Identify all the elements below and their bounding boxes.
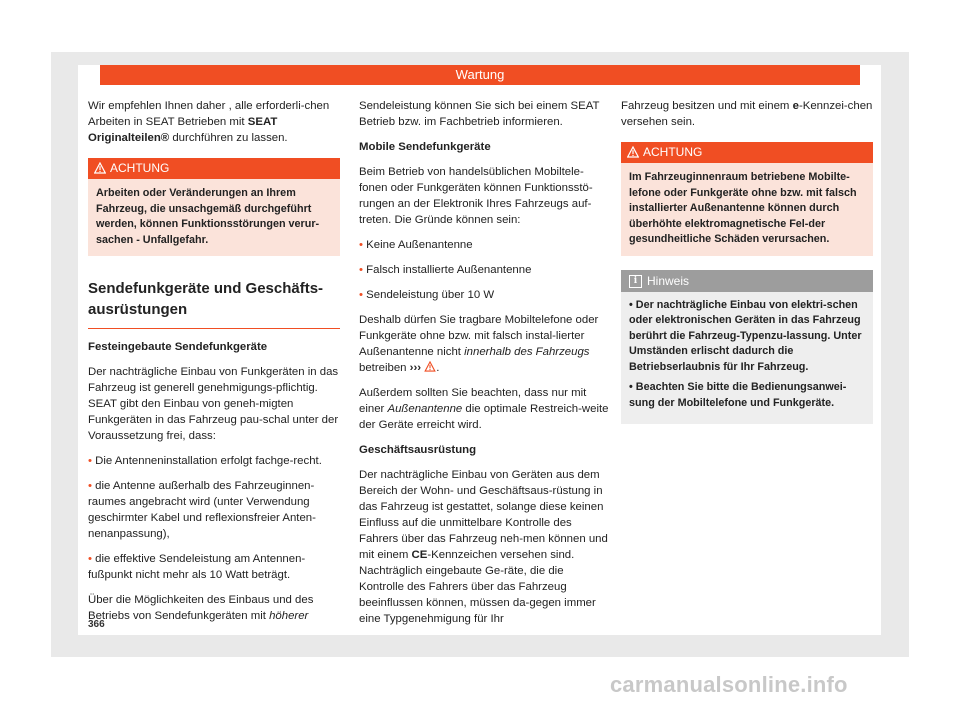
paragraph: Sendeleistung können Sie sich bei einem SEAT Betrieb bzw. im Fachbetrieb informieren.: [359, 100, 600, 128]
list-item: [629, 380, 865, 411]
paragraph-text: Deshalb dürfen Sie tragbare Mobiltelefone oder Funkgeräte ohne bzw. mit falsch instal-lierter Außenantenne nicht: [359, 314, 599, 358]
list-item: [88, 551, 340, 583]
paragraph-text-end: die optimale Restreich-weite der Geräte erreicht wird.: [359, 403, 609, 431]
paragraph-text: Der nachträgliche Einbau von Geräten aus dem Bereich der Wohn- und Geschäftsaus-rüstung in das Fahrzeug ist gestattet, solange diese keinen Einfluss auf die unmittelbare Kontrolle des Fahrers über das Fahrzeug neh-men können und mit einem: [359, 469, 608, 561]
section-header: Wartung: [100, 65, 860, 85]
section-title: Sendefunkgeräte und Geschäfts-ausrüstungen: [88, 278, 340, 329]
list-item-text: Keine Außenantenne: [366, 239, 473, 251]
warning-text: Arbeiten oder Veränderungen an Ihrem Fahrzeug, die unsachgemäß durchgeführt werden, können Funktionsstörungen verur-sachen - Unfallgefahr.: [96, 187, 320, 246]
list-item-text: Der nachträgliche Einbau von elektri-schen oder elektronischen Geräten in das Fahrzeug berührt die Fahrzeug-Typenzu-lassung. Unter Umständen erlischt dadurch die Betriebserlaubnis für Ihr Fahrzeug.: [629, 298, 862, 373]
ce-mark-icon: CE: [411, 549, 428, 561]
info-icon: i: [629, 275, 642, 288]
warning-header: [88, 158, 340, 179]
list-item-text: Sendeleistung über 10 W: [366, 289, 495, 301]
list-item-text: Die Antenneninstallation erfolgt fachge-recht.: [95, 455, 322, 467]
bullet-icon: •: [629, 381, 633, 393]
paragraph: Deshalb dürfen Sie tragbare Mobiltelefone oder Funkgeräte ohne bzw. mit falsch instal-lierter Außenantenne nicht innerhalb des Fahrzeugs betreiben ››› .: [359, 314, 599, 374]
list-item: [359, 287, 611, 303]
paragraph-text: Fahrzeug besitzen und mit einem: [621, 100, 793, 112]
warning-header: [621, 142, 873, 163]
list-item: [629, 298, 865, 376]
info-box: [621, 270, 873, 425]
bullet-icon: •: [359, 239, 363, 251]
paragraph: Der nachträgliche Einbau von Funkgeräten in das Fahrzeug ist generell genehmigungs-pflichtig. SEAT gibt den Einbau von geneh-migten Funkgeräten in das Fahrzeug pau-schal unter der Voraussetzung frei, dass:: [88, 366, 339, 442]
column-2: [359, 98, 611, 636]
column-1: [88, 98, 340, 633]
warning-title: ACHTUNG: [110, 161, 170, 175]
intro-bold: SEAT Originalteilen®: [88, 116, 278, 144]
paragraph-text: Außerdem sollten Sie beachten, dass nur mit einer: [359, 387, 587, 415]
warning-title: ACHTUNG: [643, 145, 703, 159]
subheading-mobile-radios: Mobile Sendefunkgeräte: [359, 141, 491, 153]
warning-text: Im Fahrzeuginnenraum betriebene Mobilte-lefone oder Funkgeräte ohne bzw. mit falsch installierter Außenantenne können durch überhöhte elektromagnetische Fel-der gesundheitliche Schäden verursachen.: [629, 171, 857, 245]
list-item-text: die Antenne außerhalb des Fahrzeuginnen-raumes angebracht wird (unter Verwendung geschirmter Kabel und reflexionsfreier Anten-nenanpassung),: [88, 480, 316, 540]
list-item: [88, 453, 340, 469]
info-body: [621, 298, 873, 412]
bullet-icon: •: [629, 298, 633, 311]
list-item: [359, 237, 611, 253]
paragraph: [359, 385, 611, 433]
bullet-icon: •: [88, 480, 92, 492]
page-number: 366: [88, 619, 105, 630]
info-header: [621, 270, 873, 292]
list-item-text: Falsch installierte Außenantenne: [366, 264, 532, 276]
subheading-business-equipment: Geschäftsausrüstung: [359, 444, 477, 456]
bullet-icon: •: [359, 264, 363, 276]
list-item-text: die effektive Sendeleistung am Antennen-fußpunkt nicht mehr als 10 Watt beträgt.: [88, 553, 306, 581]
watermark: carmanualsonline.info: [610, 672, 848, 697]
column-3: [621, 98, 873, 424]
paragraph-text-end: -Kennzei-chen versehen sein.: [621, 100, 873, 128]
info-title: Hinweis: [647, 273, 690, 288]
subheading-fixed-radios: Festeingebaute Sendefunkgeräte: [88, 341, 268, 353]
intro-text: Wir empfehlen Ihnen daher , alle erforderli-chen Arbeiten in SEAT Betrieben mit: [88, 100, 330, 128]
paragraph-italic: innerhalb des Fahrzeugs: [464, 346, 590, 358]
paragraph-italic: Außenantenne: [387, 403, 463, 415]
paragraph-text-end: -Kennzeichen versehen sind. Nachträglich eingebaute Ge-räte, die die Kontrolle des Fahrers über das Fahrzeug beeinflussen können, müssen da-gegen immer eine Typgenehmigung für Ihr: [359, 549, 596, 625]
bullet-icon: •: [88, 455, 92, 467]
warning-triangle-icon: [627, 146, 639, 158]
list-item-text: Beachten Sie bitte die Bedienungsanwei-sung der Mobiltelefone und Funkgeräte.: [629, 381, 847, 409]
paragraph-bold: e: [792, 100, 799, 112]
intro-text-end: durchführen zu lassen.: [169, 132, 288, 144]
bullet-icon: •: [88, 553, 92, 565]
paragraph-text-end: betreiben: [359, 362, 410, 374]
list-item: [88, 478, 340, 542]
cross-reference-link[interactable]: ›››: [409, 362, 422, 374]
warning-box: [621, 142, 873, 256]
paragraph: [621, 98, 873, 130]
warning-triangle-icon: [424, 361, 436, 372]
paragraph: Beim Betrieb von handelsüblichen Mobiltele-fonen oder Funkgeräten können Funktionsstö-rungen an der Elektronik Ihres Fahrzeugs auf-treten. Die Gründe können sein:: [359, 166, 593, 226]
warning-box: [88, 158, 340, 256]
paragraph: [88, 592, 340, 624]
paragraph: [359, 467, 611, 627]
list-item: [359, 262, 611, 278]
paragraph-text: Über die Möglichkeiten des Einbaus und des Betriebs von Sendefunkgeräten mit: [88, 594, 314, 622]
intro-paragraph: [88, 98, 340, 146]
bullet-icon: •: [359, 289, 363, 301]
warning-triangle-icon: [94, 162, 106, 174]
paragraph-italic: höherer: [269, 610, 309, 622]
